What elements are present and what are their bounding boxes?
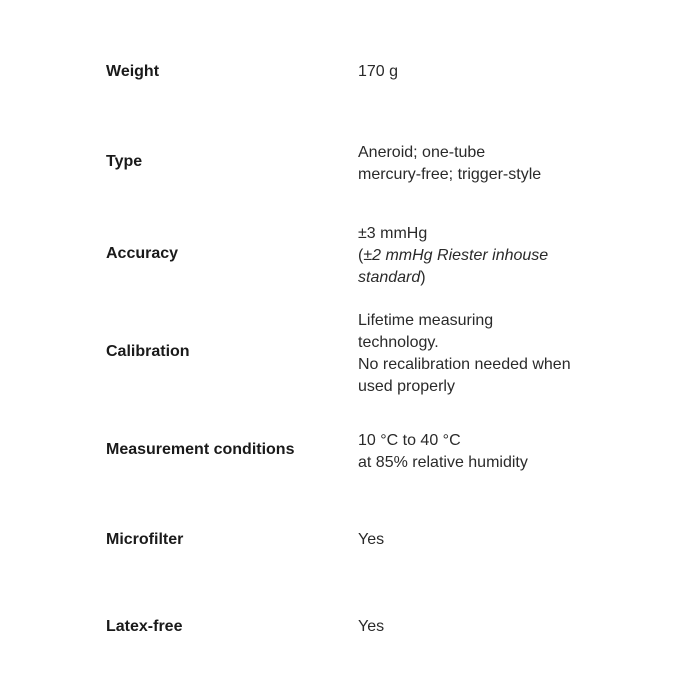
spec-label-accuracy: Accuracy: [106, 245, 179, 262]
spec-value-line: Yes: [358, 531, 385, 548]
spec-value-microfilter: [358, 529, 608, 551]
note-italic-text: standard: [358, 269, 421, 286]
spec-value-line: 10 °C to 40 °C: [358, 432, 461, 449]
spec-label-microfilter: Microfilter: [106, 531, 184, 548]
note-italic-text: ±2 mmHg Riester inhouse: [363, 247, 549, 264]
spec-value-line: mercury-free; trigger-style: [358, 166, 542, 183]
spec-label-measurement-conditions: Measurement conditions: [106, 441, 295, 458]
spec-value-line: at 85% relative humidity: [358, 454, 528, 471]
note-open-paren: (: [358, 247, 364, 264]
spec-label-type: Type: [106, 153, 143, 170]
spec-value-calibration: [358, 310, 608, 398]
spec-label-weight: Weight: [106, 63, 160, 80]
spec-value-line: No recalibration needed when: [358, 356, 571, 373]
spec-value-weight: [358, 61, 608, 83]
spec-label-latex-free: Latex-free: [106, 618, 183, 635]
spec-value-line: ±3 mmHg: [358, 225, 428, 242]
spec-value-type: [358, 142, 608, 186]
spec-value-line: 170 g: [358, 63, 399, 80]
spec-value-line: Aneroid; one-tube: [358, 144, 486, 161]
spec-value-line: used properly: [358, 378, 455, 395]
spec-value-line: technology.: [358, 334, 439, 351]
note-close-paren: ): [420, 269, 426, 286]
spec-value-accuracy: [358, 223, 608, 289]
spec-value-note-line: [358, 267, 608, 289]
spec-value-measurement-conditions: [358, 430, 608, 474]
spec-label-calibration: Calibration: [106, 343, 190, 360]
spec-value-note-line: [358, 245, 608, 267]
spec-value-latex-free: [358, 616, 608, 638]
spec-value-line: Lifetime measuring: [358, 312, 494, 329]
spec-value-line: Yes: [358, 618, 385, 635]
